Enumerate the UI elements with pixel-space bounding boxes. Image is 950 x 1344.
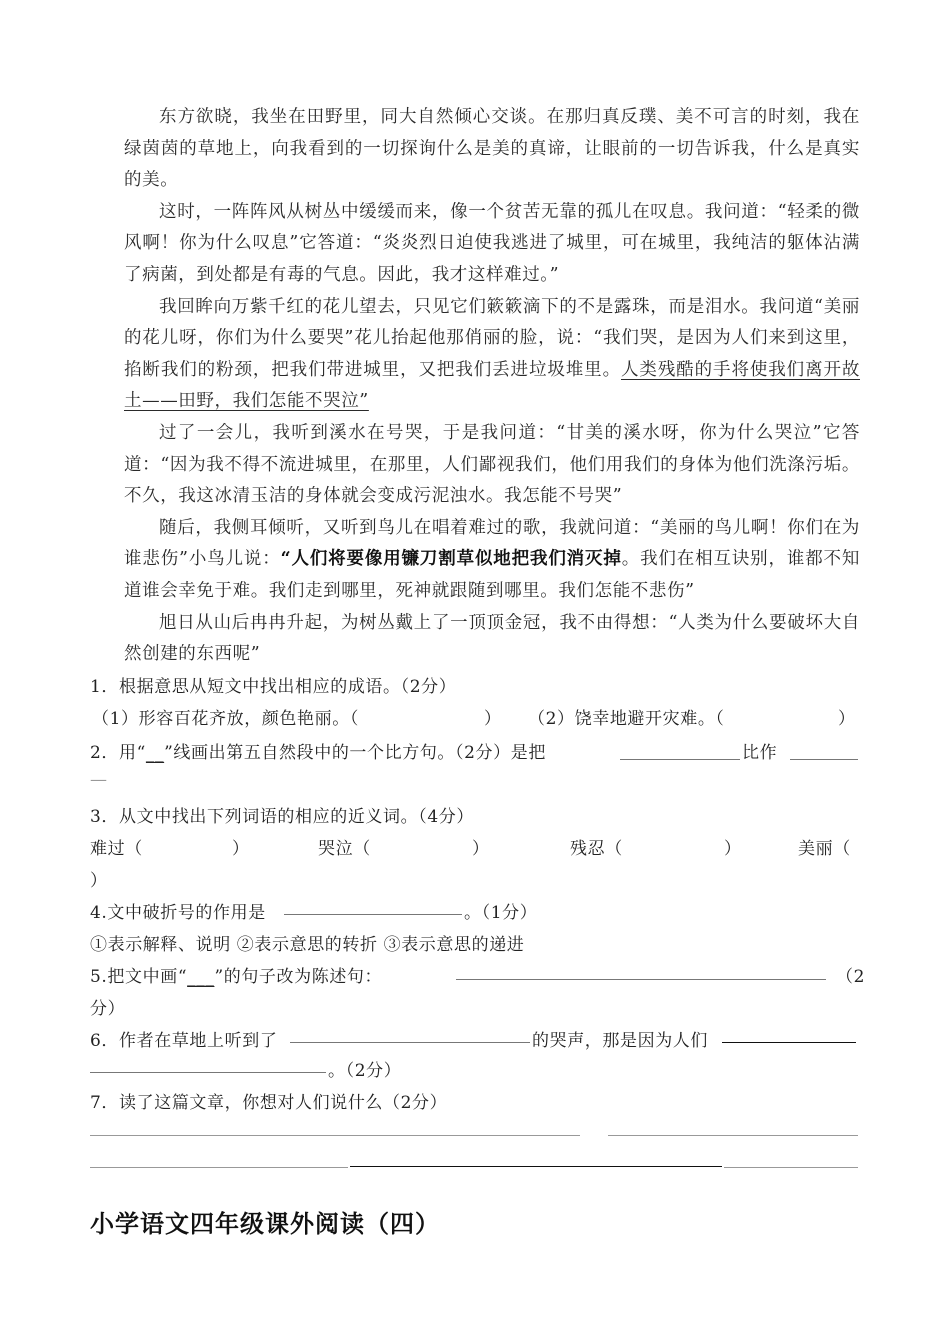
- answer-blank-4[interactable]: [284, 914, 462, 915]
- question-2-text-c: 比作: [742, 743, 778, 763]
- question-1b: （2）饶幸地避开灾难。（: [528, 709, 725, 729]
- question-5-text-a: 5.把文中画“: [90, 967, 188, 987]
- question-5-text-c: （2: [836, 967, 866, 987]
- paragraph-5: [124, 513, 860, 608]
- synonym-word-3: 残忍（: [570, 839, 623, 859]
- question-2-continuation: —: [90, 770, 108, 790]
- question-1a-close: ）: [484, 709, 502, 729]
- answer-blank-2a[interactable]: [620, 759, 740, 760]
- question-1-prompt: 1．根据意思从短文中找出相应的成语。（2分）: [90, 677, 457, 697]
- answer-line-7d[interactable]: [350, 1166, 722, 1167]
- bold-simile-sentence: “人们将要像用镰刀割草似地把我们消灭掉: [280, 549, 622, 570]
- synonym-close-3: ）: [724, 839, 742, 859]
- answer-blank-6b[interactable]: [722, 1042, 856, 1043]
- reading-passage: [124, 102, 860, 671]
- question-7-prompt: 7．读了这篇文章，你想对人们说什么（2分）: [90, 1093, 448, 1113]
- question-6-text-a: 6．作者在草地上听到了: [90, 1031, 278, 1051]
- question-4-text-b: 。（1分）: [464, 903, 538, 923]
- answer-line-7b[interactable]: [608, 1135, 858, 1136]
- answer-line-7e[interactable]: [724, 1167, 858, 1168]
- question-3-prompt: 3．从文中找出下列词语的相应的近义词。（4分）: [90, 807, 474, 827]
- question-2-mark: __: [145, 743, 165, 763]
- paragraph-1: 东方欲晓，我坐在田野里，同大自然倾心交谈。在那归真反璞、美不可言的时刻，我在绿茵茵的草地上，向我看到的一切探询什么是美的真谛，让眼前的一切告诉我，什么是真实的美。: [124, 107, 860, 191]
- paragraph-2: 这时，一阵阵风从树丛中缓缓而来，像一个贫苦无靠的孤儿在叹息。我问道：“轻柔的微风啊！你为什么叹息”它答道：“炎炎烈日迫使我逃进了城里，可在城里，我纯洁的躯体沾满了病菌，到处都是有毒的气息。因此，我才这样难过。”: [124, 201, 860, 285]
- synonym-close-2: ）: [472, 839, 490, 859]
- synonym-close-4: ）: [90, 871, 108, 891]
- question-6-text-c: 。（2分）: [328, 1061, 402, 1081]
- question-5-text-d: 分）: [90, 999, 126, 1019]
- answer-blank-1a[interactable]: [382, 722, 482, 723]
- answer-blank-6a[interactable]: [290, 1042, 530, 1043]
- question-4-text-a: 4.文中破折号的作用是: [90, 903, 266, 923]
- answer-blank-1b[interactable]: [744, 722, 836, 723]
- answer-blank-2b[interactable]: [790, 759, 858, 760]
- underlined-sentence: 人类残酷的手将使我们离开故土——田野，我们怎能不哭泣”: [124, 359, 860, 412]
- question-1a: （1）形容百花齐放，颜色艳丽。（: [92, 709, 359, 729]
- question-2-text-a: 2．用“: [90, 743, 146, 763]
- answer-blank-6c[interactable]: [90, 1072, 326, 1073]
- question-5-text-b: ”的句子改为陈述句：: [214, 967, 383, 987]
- synonym-word-1: 难过（: [90, 839, 143, 859]
- paragraph-3-text: 我回眸向万紫千红的花儿望去，只见它们簌簌滴下的不是露珠，而是泪水。我问道“美丽的花儿呀，你们为什么要哭”花儿抬起他那俏丽的脸，说：“我们哭，是因为人们来到这里，掐断我们的粉颈，把我们带进城里，又把我们丢进垃圾堆里。: [124, 296, 860, 380]
- synonym-word-2: 哭泣（: [318, 839, 371, 859]
- question-4-options: ①表示解释、说明 ②表示意思的转折 ③表示意思的递进: [90, 935, 525, 955]
- synonym-word-4: 美丽（: [798, 839, 851, 859]
- paragraph-4: 过了一会儿，我听到溪水在号哭，于是我问道：“甘美的溪水呀，你为什么哭泣”它答道：“因为我不得不流进城里，在那里，人们鄙视我们，他们用我们的身体为他们洗涤污垢。不久，我这冰清玉洁的身体就会变成污泥浊水。我怎能不号哭”: [124, 422, 860, 507]
- question-1b-close: ）: [838, 709, 856, 729]
- synonym-close-1: ）: [232, 839, 250, 859]
- paragraph-5-text-b: 。我们在相互诀别，谁都不知道谁会幸免于难。我们走到哪里，死神就跟随到哪里。我们怎能不悲伤”: [124, 549, 860, 601]
- question-2: [90, 738, 546, 763]
- question-5-mark: ___: [187, 967, 215, 987]
- paragraph-6: 旭日从山后冉冉升起，为树丛戴上了一顶顶金冠，我不由得想：“人类为什么要破坏大自然创建的东西呢”: [124, 612, 860, 665]
- answer-line-7c[interactable]: [90, 1167, 348, 1168]
- answer-blank-5[interactable]: [456, 979, 826, 980]
- section-title: 小学语文四年级课外阅读（四）: [90, 1210, 440, 1238]
- question-5: [90, 962, 382, 987]
- question-6-text-b: 的哭声，那是因为人们: [532, 1031, 708, 1051]
- paragraph-5-text-a: 随后，我侧耳倾听，又听到鸟儿在唱着难过的歌，我就问道：“美丽的鸟儿啊！你们在为谁悲伤”小鸟儿说：: [124, 517, 860, 570]
- answer-line-7a[interactable]: [90, 1135, 580, 1136]
- question-2-text-b: ”线画出第五自然段中的一个比方句。（2分）是把: [164, 743, 546, 763]
- paragraph-3: [124, 292, 860, 418]
